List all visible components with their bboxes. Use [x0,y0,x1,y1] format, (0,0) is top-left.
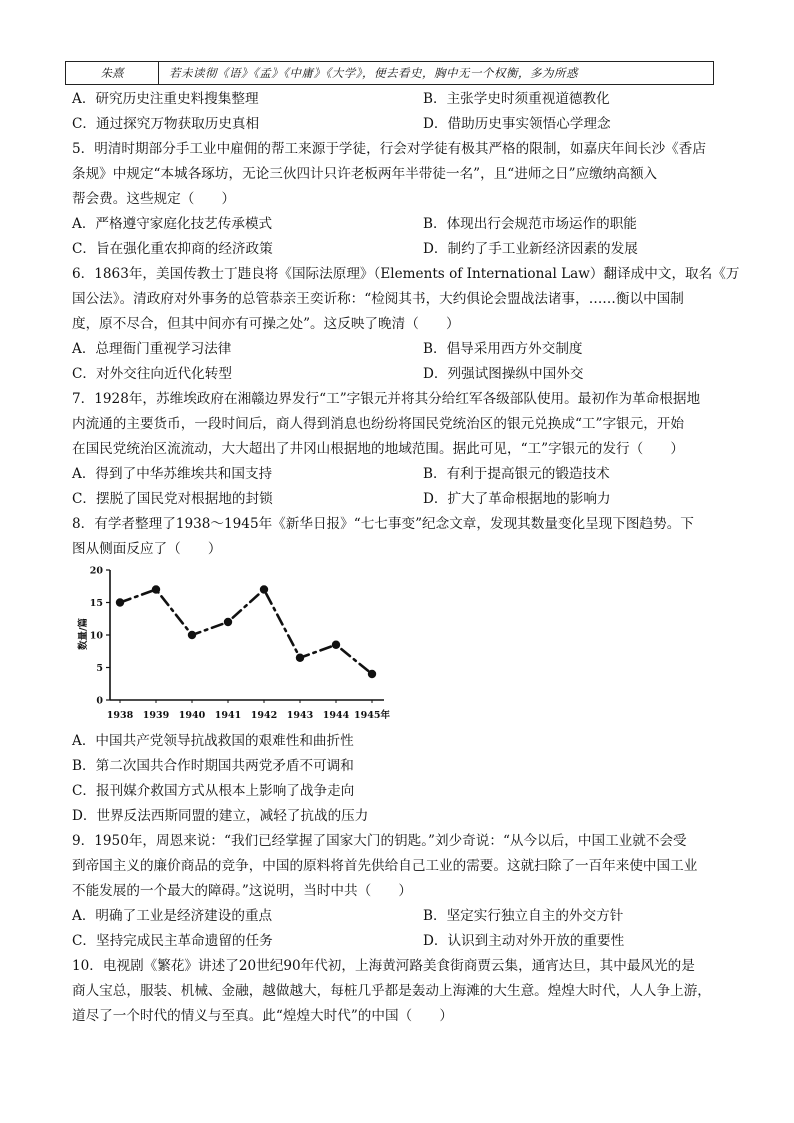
source-table-quote: 若未读彻《语》《孟》《中庸》《大学》，便去看史，胸中无一个权衡，多为所惑 [169,66,578,80]
q4-option-a[interactable]: A．研究历史注重史料搜集整理 [72,91,259,107]
data-point [368,670,376,678]
q9-stem-line-3: 不能发展的一个最大的障碍。”这说明，当时中共（ ） [72,883,412,899]
q6-option-d[interactable]: D．列强试图操纵中国外交 [423,366,584,382]
y-tick-label: 10 [89,630,103,642]
q8-stem-line-1: 8．有学者整理了1938～1945年《新华日报》“七七事变”纪念文章，发现其数量变化呈现下图趋势。下 [72,516,694,532]
q8-option-d[interactable]: D．世界反法西斯同盟的建立，减轻了抗战的压力 [72,808,369,824]
q9-option-b[interactable]: B．坚定实行独立自主的外交方针 [423,908,624,924]
q6-stem-line-3: 度，原不尽合，但其中间亦有可操之处”。这反映了晚清（ ） [72,316,460,332]
data-point [152,585,160,593]
q6-option-b[interactable]: B．倡导采用西方外交制度 [423,341,583,357]
q7-option-d[interactable]: D．扩大了革命根据地的影响力 [423,491,611,507]
q5-option-b[interactable]: B．体现出行会规范市场运作的职能 [423,216,637,232]
q6-stem-line-2: 国公法》。清政府对外事务的总管恭亲王奕䜣称：“检阅其书，大约俱论会盟战法诸事，……衡以中国制 [72,291,684,307]
x-tick-label: 1944 [322,710,350,721]
source-table-head: 朱熹 [66,62,159,84]
q10-stem-line-2: 商人宝总，服装、机械、金融，越做越大，每桩几乎都是轰动上海滩的大生意。煌煌大时代，人人争上游， [72,983,711,999]
q6-stem-line-1: 6．1863年，美国传教士丁韪良将《国际法原理》（Elements of International Law）翻译成中文，取名《万 [72,266,740,282]
q5-stem-line-3: 帮会费。这些规定（ ） [72,191,236,207]
q8-stem-line-2: 图从侧面反应了（ ） [72,541,222,557]
x-tick-label: 1939 [142,710,170,721]
q5-option-c[interactable]: C．旨在强化重农抑商的经济政策 [72,241,273,257]
q7-stem-line-3: 在国民党统治区流流动，大大超出了井冈山根据地的地域范围。据此可见，“工”字银元的发行（ ） [72,441,685,457]
q8-option-c[interactable]: C．报刊媒介救国方式从根本上影响了战争走向 [72,783,355,799]
q9-option-a[interactable]: A．明确了工业是经济建设的重点 [72,908,273,924]
y-tick-label: 5 [96,663,103,674]
q4-option-d[interactable]: D．借助历史事实领悟心学理念 [423,116,611,132]
data-point [260,585,268,593]
y-tick-label: 0 [96,695,103,707]
q10-stem-line-1: 10．电视剧《繁花》讲述了20世纪90年代初，上海黄河路美食街商贾云集，通宵达旦，其中最风光的是 [72,958,695,974]
q10-stem-line-3: 道尽了一个时代的情义与至真。此“煌煌大时代”的中国（ ） [72,1008,453,1024]
x-tick-label: 1945年 [354,710,390,721]
q6-option-c[interactable]: C．对外交往向近代化转型 [72,366,232,382]
data-point [188,631,196,639]
chart-svg [72,562,402,732]
q7-option-b[interactable]: B．有利于提高银元的锻造技术 [423,466,610,482]
data-point [332,641,340,649]
x-tick-label: 1941 [214,710,242,721]
data-point [116,598,124,606]
q7-option-a[interactable]: A．得到了中华苏维埃共和国支持 [72,466,273,482]
q5-option-a[interactable]: A．严格遵守家庭化技艺传承模式 [72,216,273,232]
y-axis-label: 数量/篇 [78,618,89,650]
q9-option-c[interactable]: C．坚持完成民主革命遗留的任务 [72,933,273,949]
q4-option-c[interactable]: C．通过探究万物获取历史真相 [72,116,260,132]
q5-stem-line-2: 条规》中规定“本城各琢坊，无论三伙四计只许老板两年半带徒一名”，且“进师之日”应缴纳高额入 [72,166,658,182]
x-tick-label: 1943 [286,710,314,721]
source-table [65,61,714,85]
y-tick-label: 20 [89,565,103,577]
x-tick-label: 1942 [250,710,278,721]
data-point [296,654,304,662]
series-line [120,590,372,675]
data-point [224,618,232,626]
q8-line-chart [72,562,402,732]
q9-stem-line-2: 到帝国主义的廉价商品的竞争，中国的原料将首先供给自己工业的需要。这就扫除了一百年来使中国工业 [72,858,698,874]
x-tick-label: 1940 [178,710,206,721]
q4-option-b[interactable]: B．主张学史时须重视道德教化 [423,91,610,107]
y-tick-label: 15 [89,598,103,609]
q5-option-d[interactable]: D．制约了手工业新经济因素的发展 [423,241,638,257]
q7-option-c[interactable]: C．摆脱了国民党对根据地的封锁 [72,491,273,507]
q5-stem-line-1: 5．明清时期部分手工业中雇佣的帮工来源于学徒，行会对学徒有极其严格的限制，如嘉庆年间长沙《香店 [72,141,706,157]
q8-option-b[interactable]: B．第二次国共合作时期国共两党矛盾不可调和 [72,758,354,774]
q7-stem-line-2: 内流通的主要货币，一段时间后，商人得到消息也纷纷将国民党统治区的银元兑换成“工”字银元，开始 [72,416,685,432]
q7-stem-line-1: 7．1928年，苏维埃政府在湘赣边界发行“工”字银元并将其分给红军各级部队使用。最初作为革命根据地 [72,391,701,407]
q8-option-a[interactable]: A．中国共产党领导抗战救国的艰难性和曲折性 [72,733,354,749]
q6-option-a[interactable]: A．总理衙门重视学习法律 [72,341,232,357]
q9-option-d[interactable]: D．认识到主动对外开放的重要性 [423,933,625,949]
q9-stem-line-1: 9．1950年，周恩来说：“我们已经掌握了国家大门的钥匙。”刘少奇说：“从今以后，中国工业就不会受 [72,833,687,849]
x-tick-label: 1938 [106,710,134,721]
